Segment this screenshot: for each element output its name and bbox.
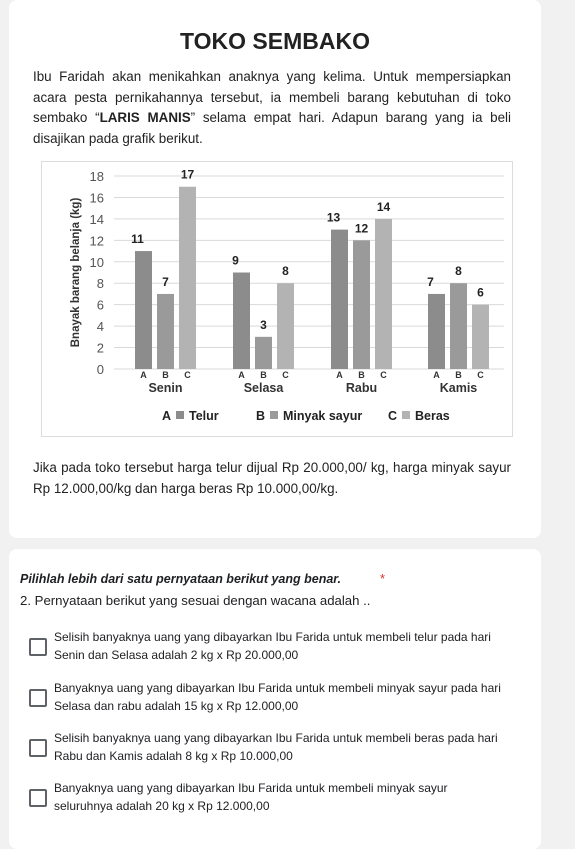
category-label: Selasa [243, 381, 284, 395]
bar-rabu-b [353, 240, 370, 369]
legend-swatch [176, 411, 184, 419]
legend-name: Beras [415, 409, 450, 423]
category-label: Rabu [345, 381, 378, 395]
chart-svg [42, 162, 512, 436]
legend-swatch [270, 411, 278, 419]
y-tick-label: 4 [96, 319, 104, 335]
bar-kamis-c [472, 305, 489, 369]
legend-swatch [402, 411, 410, 419]
legend-key: A [162, 409, 172, 423]
store-name: LARIS MANIS [99, 110, 191, 125]
category-label: Senin [148, 381, 183, 395]
passage-title: TOKO SEMBAKO [180, 28, 370, 54]
legend-key: C [388, 409, 398, 423]
bar-selasa-c [277, 283, 294, 369]
sub-category-label: B [260, 370, 267, 380]
question-instruction: Pilihlah lebih dari satu pernyataan berikut yang benar. [20, 572, 341, 586]
y-tick-label: 18 [89, 169, 104, 184]
legend-name: Minyak sayur [283, 409, 363, 423]
y-tick-label: 14 [89, 211, 104, 227]
bar-senin-c [179, 187, 196, 369]
bar-kamis-a [428, 294, 445, 369]
data-label: 12 [354, 221, 369, 236]
data-label: 17 [180, 167, 195, 182]
option-1-checkbox[interactable] [29, 638, 47, 656]
bar-kamis-b [450, 283, 467, 369]
sub-category-label: A [336, 370, 343, 380]
category-label: Kamis [439, 381, 478, 395]
option-2-checkbox[interactable] [29, 689, 47, 707]
y-tick-label: 0 [96, 362, 104, 377]
option-2-label[interactable]: Banyaknya uang yang dibayarkan Ibu Farida untuk membeli minyak sayur pada hari Selasa dan rabu adalah 15 kg x Rp 12.000,00 [54, 681, 501, 713]
required-mark: * [380, 571, 386, 586]
data-label: 13 [326, 210, 341, 225]
y-tick-label: 10 [89, 254, 104, 270]
question-text: 2. Pernyataan berikut yang sesuai dengan wacana adalah .. [20, 593, 371, 608]
sub-category-label: C [184, 370, 191, 380]
data-label: 9 [232, 253, 239, 268]
data-label: 11 [131, 232, 144, 247]
y-tick-label: 16 [89, 190, 104, 206]
legend-key: B [256, 409, 266, 423]
sub-category-label: B [358, 370, 365, 380]
passage-card [9, 0, 541, 538]
option-4-checkbox[interactable] [29, 789, 47, 807]
option-3-label[interactable]: Selisih banyaknya uang yang dibayarkan Ibu Farida untuk membeli beras pada hari Rabu dan Kamis adalah 8 kg x Rp 10.000,00 [54, 731, 498, 763]
bar-rabu-a [331, 230, 348, 369]
option-4-label[interactable]: Banyaknya uang yang dibayarkan Ibu Farida untuk membeli minyak sayur seluruhnya adalah 20 kg x Rp 12.000,00 [54, 781, 448, 813]
intro-text-2: ” selama empat hari. Adapun barang yang ia beli disajikan pada grafik berikut. [33, 110, 511, 146]
y-tick-label: 6 [96, 297, 104, 313]
bar-senin-b [157, 294, 174, 369]
sub-category-label: B [455, 370, 462, 380]
sub-category-label: A [140, 370, 147, 380]
sub-category-label: C [380, 370, 387, 380]
y-tick-label: 2 [96, 340, 104, 356]
y-tick-label: 8 [96, 276, 104, 292]
data-label: 7 [162, 274, 169, 289]
intro-text-1: Ibu Faridah akan menikahkan anaknya yang kelima. Untuk mempersiapkan acara pesta pernikahannya tersebut, ia membeli barang kebutuhan di toko sembako “ [33, 69, 511, 125]
sub-category-label: A [238, 370, 245, 380]
bar-selasa-b [255, 337, 272, 369]
data-label: 3 [260, 317, 267, 332]
bar-selasa-a [233, 273, 250, 370]
sub-category-label: B [162, 370, 169, 380]
legend-name: Telur [189, 409, 219, 423]
purchase-chart [41, 161, 513, 437]
price-note: Jika pada toko tersebut harga telur dijual Rp 20.000,00/ kg, harga minyak sayur Rp 12.000,00/kg dan harga beras Rp 10.000,00/kg. [33, 460, 511, 496]
bar-senin-a [135, 251, 152, 369]
sub-category-label: C [477, 370, 484, 380]
data-label: 6 [477, 285, 484, 300]
passage-intro [33, 67, 511, 149]
y-tick-label: 12 [89, 233, 104, 249]
sub-category-label: C [282, 370, 289, 380]
option-1-label[interactable]: Selisih banyaknya uang yang dibayarkan Ibu Farida untuk membeli telur pada hari Senin dan Selasa adalah 2 kg x Rp 20.000,00 [54, 630, 491, 662]
data-label: 14 [376, 199, 391, 214]
data-label: 7 [427, 274, 434, 289]
sub-category-label: A [433, 370, 440, 380]
bar-rabu-c [375, 219, 392, 369]
data-label: 8 [455, 264, 462, 279]
y-axis-label: Bnayak barang belanja (kg) [70, 197, 82, 348]
data-label: 8 [282, 264, 289, 279]
option-3-checkbox[interactable] [29, 739, 47, 757]
